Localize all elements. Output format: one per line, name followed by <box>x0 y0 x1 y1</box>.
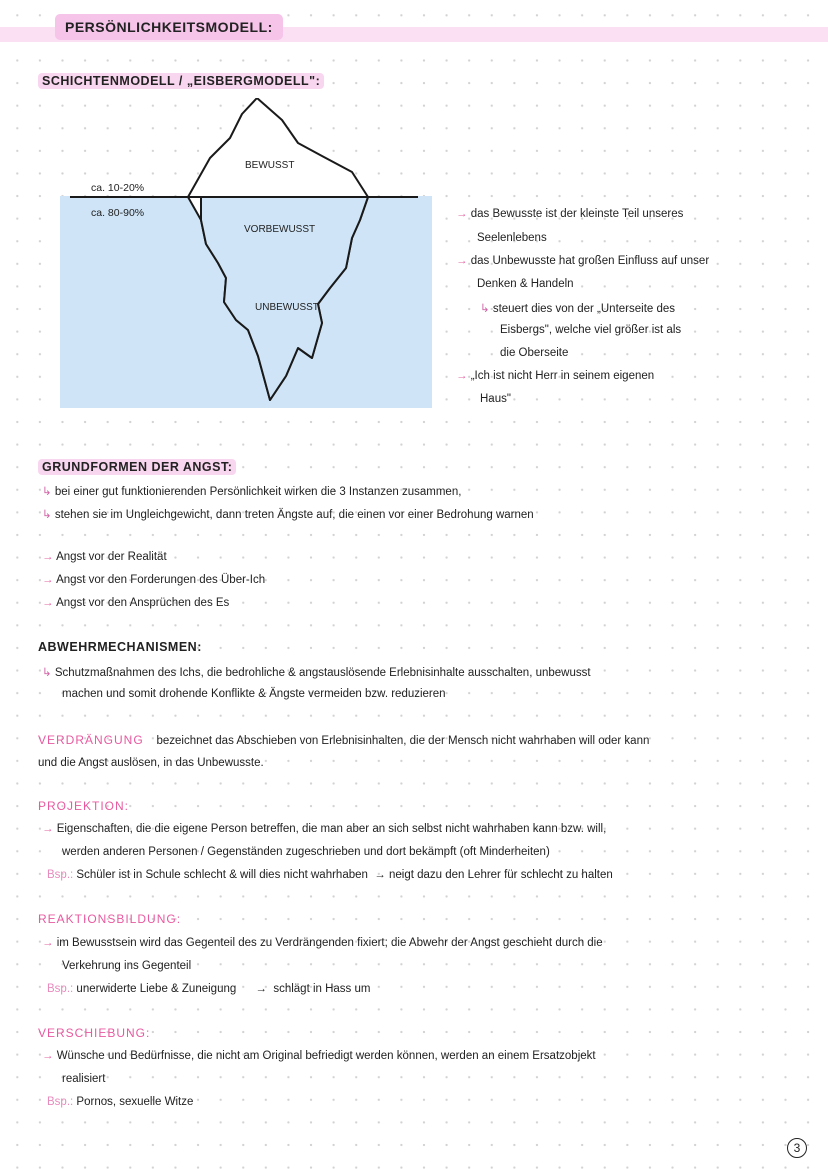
note-1-cont: Seelenlebens <box>477 232 547 244</box>
angst-heading: GRUNDFORMEN DER ANGST: <box>38 460 236 474</box>
reaktion-line-2: Verkehrung ins Gegenteil <box>62 960 192 972</box>
note-1: → das Bewusste ist der kleinste Teil unseres <box>456 208 684 220</box>
label-preconscious: VORBEWUSST <box>244 224 316 235</box>
iceberg-diagram <box>60 98 440 408</box>
projektion-line-1: → Eigenschaften, die die eigene Person betreffen, die man aber an sich selbst nicht wahrhaben kann bzw. will, <box>42 823 607 835</box>
verschiebung-term: VERSCHIEBUNG: <box>38 1026 151 1040</box>
abwehr-line-2: machen und somit drohende Konflikte & Ängste vermeiden bzw. reduzieren <box>62 688 446 700</box>
label-conscious: BEWUSST <box>245 160 295 171</box>
note-3-cont: Eisbergs", welche viel größer ist als <box>500 324 682 336</box>
note-3-cont2: die Oberseite <box>500 347 569 359</box>
reaktion-term: REAKTIONSBILDUNG: <box>38 912 182 926</box>
iceberg-heading <box>38 74 324 88</box>
page-number: 3 <box>787 1138 807 1158</box>
angst-item-3: → Angst vor den Ansprüchen des Es <box>42 597 230 609</box>
abwehr-heading: ABWEHRMECHANISMEN: <box>38 640 202 654</box>
angst-line-2: ↳ stehen sie im Ungleichgewicht, dann treten Ängste auf, die einen vor einer Bedrohung warnen <box>42 509 534 521</box>
projektion-line-2: werden anderen Personen / Gegenständen zugeschrieben und dort bekämpft (oft Minderheiten) <box>62 846 550 858</box>
below-water-percentage: ca. 80-90% <box>91 207 145 219</box>
verdraengung-line-2: und die Angst auslösen, in das Unbewusste. <box>38 757 264 769</box>
note-2: → das Unbewusste hat großen Einfluss auf unser <box>456 255 710 267</box>
note-4-cont: Haus" <box>480 393 511 405</box>
note-4: → „Ich ist nicht Herr in seinem eigenen <box>456 370 655 382</box>
reaktion-example: Bsp.: unerwiderte Liebe & Zuneigung → schlägt in Hass um <box>47 983 371 995</box>
note-2-cont: Denken & Handeln <box>477 278 574 290</box>
above-water-percentage: ca. 10-20% <box>91 182 145 194</box>
page-title <box>55 19 283 35</box>
verdraengung-line-1: VERDRÄNGUNG bezeichnet das Abschieben von Erlebnisinhalten, die der Mensch nicht wahrhaben will oder kann <box>38 733 650 747</box>
projektion-example: Bsp.: Schüler ist in Schule schlecht & will dies nicht wahrhaben → neigt dazu den Lehrer für schlecht zu halten <box>47 869 613 881</box>
verschiebung-line-2: realisiert <box>62 1073 106 1085</box>
label-unconscious: UNBEWUSST <box>255 302 319 313</box>
angst-item-2: → Angst vor den Forderungen des Über-Ich <box>42 574 266 586</box>
angst-line-1: ↳ bei einer gut funktionierenden Persönlichkeit wirken die 3 Instanzen zusammen, <box>42 486 462 498</box>
title-text: PERSÖNLICHKEITSMODELL: <box>55 14 283 40</box>
reaktion-line-1: → im Bewusstsein wird das Gegenteil des zu Verdrängenden fixiert; die Abwehr der Angst geschieht durch die <box>42 937 603 949</box>
projektion-term: PROJEKTION: <box>38 799 130 813</box>
abwehr-line-1: ↳ Schutzmaßnahmen des Ichs, die bedrohliche & angstauslösende Erlebnisinhalte ausschalten, unbewusst <box>42 667 591 679</box>
iceberg-heading-text: SCHICHTENMODELL / „EISBERGMODELL": <box>38 73 324 89</box>
verschiebung-example: Bsp.: Pornos, sexuelle Witze <box>47 1096 194 1108</box>
verschiebung-line-1: → Wünsche und Bedürfnisse, die nicht am Original befriedigt werden können, werden an einem Ersatzobjekt <box>42 1050 596 1062</box>
note-3: ↳ steuert dies von der „Unterseite des <box>480 303 676 315</box>
angst-item-1: → Angst vor der Realität <box>42 551 167 563</box>
